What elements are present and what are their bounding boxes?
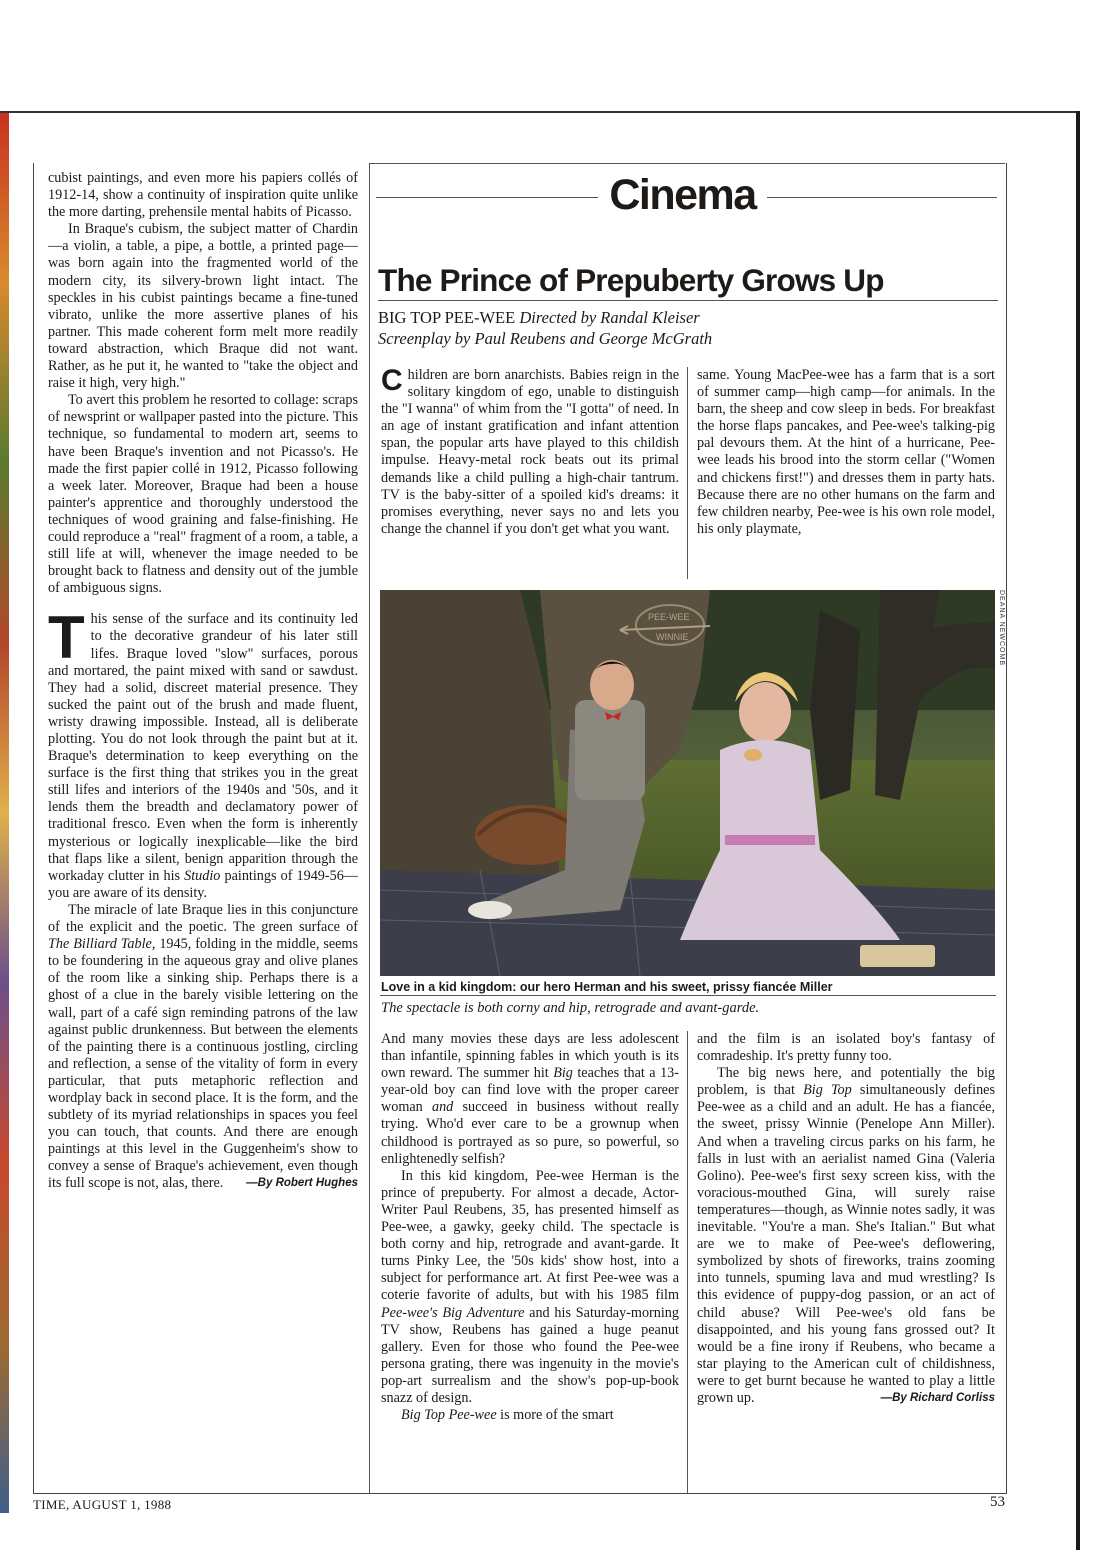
- paragraph-text: hildren are born anarchists. Babies reign in the solitary kingdom of ego, unable to distinguish the "I wanna" of whim from the "I gotta" of need. In an age of instant gratification and infant attention span, the popular arts have played to this childish impulse. Heavy-metal rock beats out its primal demands like a child pulling a high-chair tantrum. TV is the baby-sitter of a spoiled kid's dreams: it promises everything, never says no and lets you change the channel if you don't get what you want.: [381, 367, 679, 537]
- adjacent-page-edge: [0, 113, 9, 1513]
- paragraph-text: The miracle of late Braque lies in this conjuncture of the explicit and the poetic. The green surface of: [48, 901, 358, 936]
- cinema-column-3: [381, 1031, 679, 1424]
- paragraph-text: And many movies these days are less adolescent than infantile, spinning fables in which youth is its own reward. The summer hit: [381, 1031, 679, 1082]
- paragraph: [48, 604, 358, 902]
- film-title: BIG TOP PEE-WEE: [378, 308, 516, 327]
- page-number: 53: [990, 1494, 1005, 1510]
- cinema-column-2: [697, 367, 995, 538]
- paragraph: [381, 1168, 679, 1407]
- italic-title: Big Top: [803, 1082, 852, 1099]
- photo-caption: Love in a kid kingdom: our hero Herman and his sweet, prissy fiancée Miller: [381, 980, 833, 994]
- headline-rule: [378, 300, 998, 301]
- film-credits: [378, 307, 998, 349]
- paragraph-text: succeed in business without really trying. Who'd ever care to be a grownup when childhood is portrayed as so pure, so powerful, so enlightenedly selfish?: [381, 1099, 679, 1167]
- svg-text:WINNIE: WINNIE: [656, 632, 689, 642]
- paragraph: [381, 1031, 679, 1168]
- page-top-edge: [0, 111, 1080, 113]
- paragraph-text: and his Saturday-morning TV show, Reubens has gained a huge peanut gallery. Even for those who found the Pee-wee persona grating, there was ingenuity in the movie's pop-art surrealism and the show's pop-up-book snazz of design.: [381, 1304, 679, 1406]
- byline: —By Richard Corliss: [880, 1391, 995, 1404]
- paragraph-text: paintings of 1949-56—you are aware of its density.: [48, 867, 358, 901]
- headline: The Prince of Prepuberty Grows Up: [378, 262, 884, 298]
- paragraph: [697, 1065, 995, 1407]
- photo-credit: DEANA NEWCOMB: [998, 590, 1005, 667]
- section-rule-left: [376, 197, 598, 198]
- drop-cap: C: [381, 364, 403, 397]
- drop-cap: T: [48, 604, 85, 672]
- page-right-edge: [1076, 111, 1080, 1550]
- paragraph-text: is more of the smart: [496, 1407, 614, 1424]
- paragraph: cubist paintings, and even more his papiers collés of 1912-14, show a continuity of inspiration quite unlike the more darting, prehensile mental habits of Picasso.: [48, 170, 358, 221]
- italic-title: Big: [553, 1065, 573, 1082]
- italic-title: Studio: [184, 867, 221, 884]
- paragraph-text: his sense of the surface and its continuity led to the decorative grandeur of his later still lifes. Braque loved "slow" surfaces, porous and mortared, the paint mixed with sand or sawdust. They had a solid, discreet material presence. They sucked the paint out of the brush and made fluent, wristy drawing impossible. Instead, all is deliberate plotting. You do not look through the paint but at it. Braque's determination to keep everything on the surface is the first thing that strikes you in the great still lifes and interiors of the 1940s and '50s, and it lends them the breadth and declamatory power of traditional fresco. Even when the form is inherently mysterious or logically inexplicable—like the bird that flaps like a silent, benign apparition through the workaday clutter in his: [48, 611, 358, 884]
- italic-title: Pee-wee's Big Adventure: [381, 1304, 525, 1321]
- paragraph-text: teaches that a 13-year-old boy can find love with the proper career woman: [381, 1065, 679, 1116]
- section-title: Cinema: [609, 171, 756, 219]
- pull-quote: The spectacle is both corny and hip, retrograde and avant-garde.: [381, 1000, 760, 1016]
- paragraph: same. Young MacPee-wee has a farm that is a sort of summer camp—high camp—for animals. In the barn, the sheep and cow sleep in beds. For breakfast the horse flaps pancakes, and Pee-wee's talking-pig pal devours them. At the hint of a hurricane, Pee-wee leads his brood into the storm cellar ("Women and chickens first!") and dresses them in party hats. Because there are no other humans on the farm and few children nearby, Pee-wee is his own role model, his only playmate,: [697, 367, 995, 537]
- paragraph-text: 1945, folding in the middle, seems to be foundering in the aqueous gray and olive planes of the room like a sinking ship. Perhaps there is a ghost of a clue in the barely visible lettering on the wall, part of a café sign reminding patrons of the law against public drunkenness. But between the elements of the painting there is a continuous jostling, circling and reflection, a sense of the vitality of form in every particular, that puts metaphoric reflection and wordplay back in second place. It is the form, and the subtlety of its myriad relationships in spaces you feel you can touch, that counts. And there are enough paintings at this level in the Guggenheim's show to convey a sense of Braque's achievement, even though its full scope is not, alas, there.: [48, 936, 358, 1192]
- column-divider: [369, 163, 370, 1493]
- screenplay-credit: Screenplay by Paul Reubens and George McGrath: [378, 329, 713, 348]
- byline: —By Robert Hughes: [246, 1177, 358, 1190]
- art-review-column: [48, 170, 358, 1193]
- cinema-column-1: [381, 364, 679, 538]
- photo-illustration: [380, 590, 995, 976]
- paragraph: To avert this problem he resorted to collage: scraps of newsprint or wallpaper pasted into the picture. This technique, so fundamental to modern art, seems to have been Braque's invention and not Picasso's. He made the first papier collé in 1912, Picasso following a week later. Moreover, Braque had been a house painter's apprentice and thoroughly understood the techniques of wood graining and false-finishing. He could reproduce a "real" fragment of a room, a table, a still life at will, whenever the image needed to be brought back to flatness and density out of the jumble of ambiguous signs.: [48, 392, 358, 597]
- italic-title: Big Top Pee-wee: [401, 1407, 497, 1424]
- cinema-column-4: [697, 1031, 995, 1407]
- tree-carving-text: PEE-WEE: [648, 612, 690, 622]
- italic-text: and: [431, 1099, 454, 1116]
- paragraph: and the film is an isolated boy's fantasy of comradeship. It's pretty funny too.: [697, 1031, 995, 1065]
- paragraph-text: simultaneously defines Pee-wee as a child and an adult. He has a fiancée, the sweet, prissy Winnie (Penelope Ann Miller). And when a traveling circus parks on his farm, he falls in lust with an aerialist named Gina (Valeria Golino). Pee-wee's first sexy screen kiss, with the voracious-mouthed Gina, will surely raise temperatures—though, as Winnie notes sadly, it was inevitable. "You're a man. She's Italian." But what are we to make of Pee-wee's deflowering, symbolized by shots of fireworks, trains zooming into tunnels, spuming lava and mud wrestling? Is this evidence of puppy-dog passion, or an act of child abuse? Will Pee-wee's old fans be disappointed, and his young fans grossed out? It would be a fine irony if Reubens, who became a star playing to the American cult of childishness, were to get burnt because he wanted to play a little grown up.: [697, 1082, 995, 1406]
- column-divider: [687, 1031, 688, 1493]
- paragraph-text: In this kid kingdom, Pee-wee Herman is the prince of prepuberty. For almost a decade, Actor-Writer Paul Reubens, 35, has presented himself as Pee-wee, a gawky, geeky child. The spectacle is both corny and hip, retrograde and avant-garde. It turns Pinky Lee, the '50s kids' show host, into a subject for performance art. At first Pee-wee was a coterie favorite of adults, but with his 1985 film: [381, 1167, 679, 1304]
- paragraph: [48, 902, 358, 1193]
- section-top-rule: [369, 163, 1005, 164]
- column-divider: [687, 367, 688, 579]
- paragraph-text: The big news here, and potentially the big problem, is that: [697, 1065, 995, 1099]
- section-rule-right: [767, 197, 997, 198]
- caption-rule: [380, 995, 996, 996]
- paragraph: [381, 364, 679, 538]
- film-still-photo: [380, 590, 995, 976]
- footer-publication-date: TIME, AUGUST 1, 1988: [33, 1497, 172, 1512]
- paragraph: [381, 1407, 679, 1424]
- italic-title: The Billiard Table,: [48, 936, 156, 953]
- paragraph: In Braque's cubism, the subject matter of Chardin—a violin, a table, a pipe, a bottle, a printed page—was born again into the fragmented world of the modern city, its silvery-brown light intact. The speckles in his cubist paintings became a fine-tuned vibrato, unlike the more assertive planes of his partner. This made coherent form melt more readily toward abstraction, which Braque did not want. Rather, as he put it, he wanted to "take the object and raise it high, very high.": [48, 221, 358, 392]
- director-credit: Directed by Randal Kleiser: [519, 308, 700, 327]
